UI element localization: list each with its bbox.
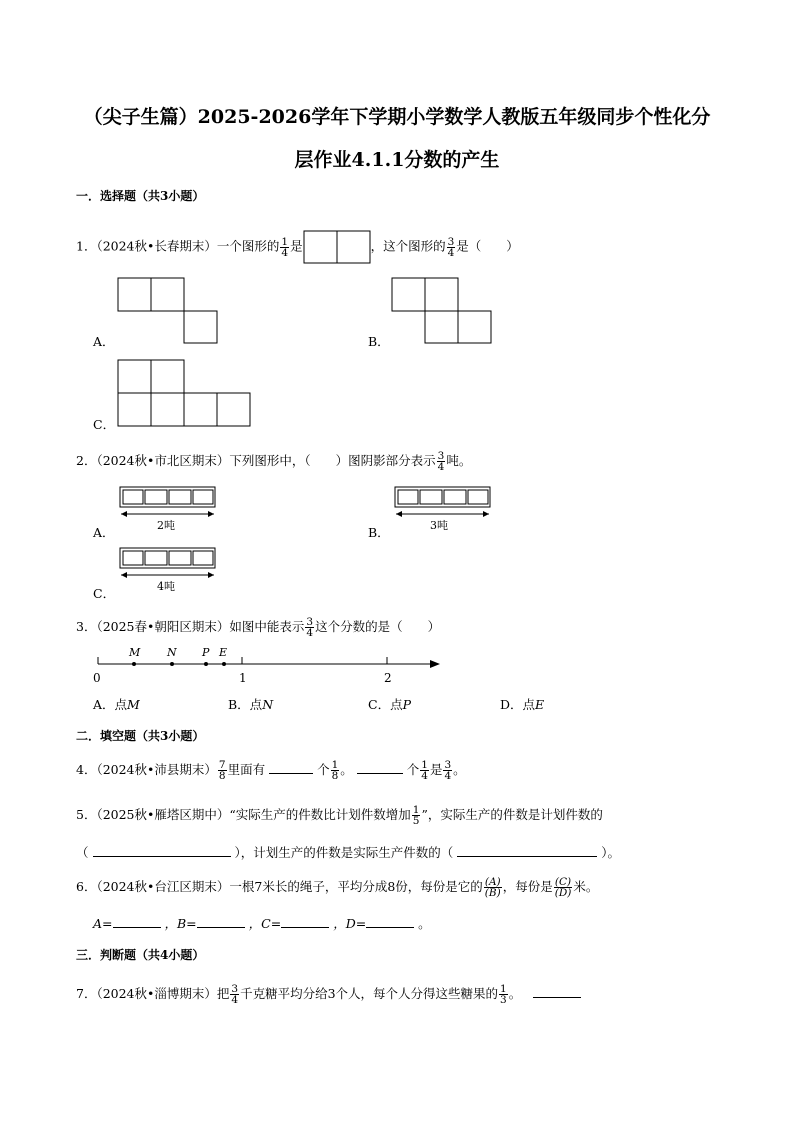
q4-text-5: 是 xyxy=(429,762,443,777)
section-judge-heading: 三．判断题（共4小题） xyxy=(76,948,205,962)
q5-paren-close-2: ）。 xyxy=(601,845,620,860)
question-1 xyxy=(76,230,519,264)
q6-fraction-2: $\frac{(C)}{(D)}$ xyxy=(554,876,572,899)
q2-fraction: $\frac{3}{4}$ xyxy=(437,450,445,473)
question-6 xyxy=(76,877,598,898)
q5-blank-2[interactable] xyxy=(457,844,597,857)
q1-option-b[interactable]: B． xyxy=(368,334,390,349)
q6-fraction-1: $\frac{(A)}{(B)}$ xyxy=(484,876,501,899)
q1-fraction-2: $\frac{3}{4}$ xyxy=(447,235,455,259)
q2-prefix: 2．（2024秋•市北区期末）下列图形中，（ ）图阴影部分表示 xyxy=(76,453,436,468)
q3-tail: 这个分数的是（ ） xyxy=(315,619,441,634)
q3-point-p: P xyxy=(202,646,210,659)
q1-option-a[interactable]: A． xyxy=(93,334,115,349)
section-choice-heading: 一．选择题（共3小题） xyxy=(76,189,205,203)
q1-option-b-figure xyxy=(391,277,493,344)
q5-blank-1[interactable] xyxy=(93,844,231,857)
q5-prefix: 5．（2025秋•雁塔区期中）“实际生产的件数比计划件数增加 xyxy=(76,807,411,822)
q6-blank-b[interactable] xyxy=(197,915,245,928)
q1-prefix: 1．（2024秋•长春期末）一个图形的 xyxy=(76,238,280,254)
q3-point-n: N xyxy=(167,646,177,659)
q4-text-1: 里面有 xyxy=(227,762,266,777)
q1-option-a-figure xyxy=(117,277,219,344)
q1-mid: 是 xyxy=(290,238,303,254)
q6-blank-a[interactable] xyxy=(113,915,161,928)
q3-point-e: E xyxy=(219,646,228,659)
q1-after: ，这个图形的 xyxy=(370,238,446,254)
q3-fraction: $\frac{3}{4}$ xyxy=(306,616,314,639)
q4-fraction-4: $\frac{3}{4}$ xyxy=(444,759,452,782)
q3-option-c[interactable]: C．点P xyxy=(368,697,411,712)
q6-end: 。 xyxy=(418,916,431,931)
page-title-line1: （尖子生篇）2025-2026学年下学期小学数学人教版五年级同步个性化分 xyxy=(83,106,711,128)
q1-fraction-1: $\frac{1}{4}$ xyxy=(281,235,289,259)
question-3 xyxy=(76,617,440,638)
question-7 xyxy=(76,984,581,1005)
q4-text-6: 。 xyxy=(453,762,466,777)
question-5-line2 xyxy=(76,843,620,861)
q5-paren-open-1: （ xyxy=(76,845,89,860)
q7-tail: 。 xyxy=(508,986,522,1001)
question-6-line2 xyxy=(93,914,431,932)
q3-number-line xyxy=(92,644,444,694)
q4-text-4: 个 xyxy=(406,762,420,777)
q6-label-c: ，C= xyxy=(248,916,282,931)
q1-tail: 是（ ） xyxy=(456,238,519,254)
q3-option-b[interactable]: B．点N xyxy=(228,697,274,712)
section-fill-heading: 二．填空题（共3小题） xyxy=(76,729,205,743)
q3-option-d[interactable]: D．点E xyxy=(500,697,545,712)
q6-mid: ，每份是 xyxy=(502,879,553,894)
q3-option-a[interactable]: A．点M xyxy=(93,697,140,712)
q7-mid: 千克糖平均分给3个人，每个人分得这些糖果的 xyxy=(240,986,499,1001)
q4-fraction-3: $\frac{1}{4}$ xyxy=(421,759,428,782)
question-4 xyxy=(76,760,466,781)
q6-tail: 米。 xyxy=(573,879,599,894)
q4-text-3: 。 xyxy=(340,762,353,777)
q4-fraction-1: $\frac{7}{8}$ xyxy=(218,759,226,782)
q6-blank-c[interactable] xyxy=(281,915,329,928)
q5-mid-text: ），计划生产的件数是实际生产件数的（ xyxy=(234,845,454,860)
q2-label-c: 4吨 xyxy=(157,580,175,593)
q7-blank[interactable] xyxy=(533,985,581,998)
page-title-line2: 层作业4.1.1分数的产生 xyxy=(294,149,500,171)
q4-blank-2[interactable] xyxy=(357,761,403,774)
question-2 xyxy=(76,451,471,472)
q7-fraction-2: $\frac{1}{3}$ xyxy=(500,983,507,1006)
q3-tick-1: 1 xyxy=(239,671,247,685)
q2-tail: 吨。 xyxy=(446,453,472,468)
q3-prefix: 3．（2025春•朝阳区期末）如图中能表示 xyxy=(76,619,305,634)
q1-quarter-figure xyxy=(303,230,371,264)
q4-prefix: 4．（2024秋•沛县期末） xyxy=(76,762,217,777)
q2-label-a: 2吨 xyxy=(157,519,175,532)
q6-blank-d[interactable] xyxy=(366,915,414,928)
q4-text-2: 个 xyxy=(317,762,330,777)
q7-fraction-1: $\frac{3}{4}$ xyxy=(231,983,239,1006)
q6-label-b: ，B= xyxy=(164,916,197,931)
q2-option-a[interactable]: A． xyxy=(93,525,115,540)
q2-label-b: 3吨 xyxy=(430,519,448,532)
q1-option-c[interactable]: C． xyxy=(93,417,116,432)
q6-prefix: 6．（2024秋•台江区期末）一根7米长的绳子，平均分成8份，每份是它的 xyxy=(76,879,483,894)
q5-tail: ”，实际生产的件数是计划件数的 xyxy=(421,807,603,822)
q6-label-a: A= xyxy=(93,916,113,931)
q4-blank-1[interactable] xyxy=(269,761,313,774)
q5-fraction: $\frac{1}{5}$ xyxy=(412,804,420,827)
q3-tick-0: 0 xyxy=(93,671,101,685)
q7-prefix: 7．（2024秋•淄博期末）把 xyxy=(76,986,230,1001)
q3-tick-2: 2 xyxy=(384,671,392,685)
q1-option-c-figure xyxy=(117,359,251,427)
q2-option-b[interactable]: B． xyxy=(368,525,390,540)
q2-option-c[interactable]: C． xyxy=(93,586,116,601)
q4-fraction-2: $\frac{1}{8}$ xyxy=(331,759,339,782)
question-5 xyxy=(76,805,603,826)
q6-label-d: ，D= xyxy=(333,916,367,931)
q3-point-m: M xyxy=(129,646,141,659)
